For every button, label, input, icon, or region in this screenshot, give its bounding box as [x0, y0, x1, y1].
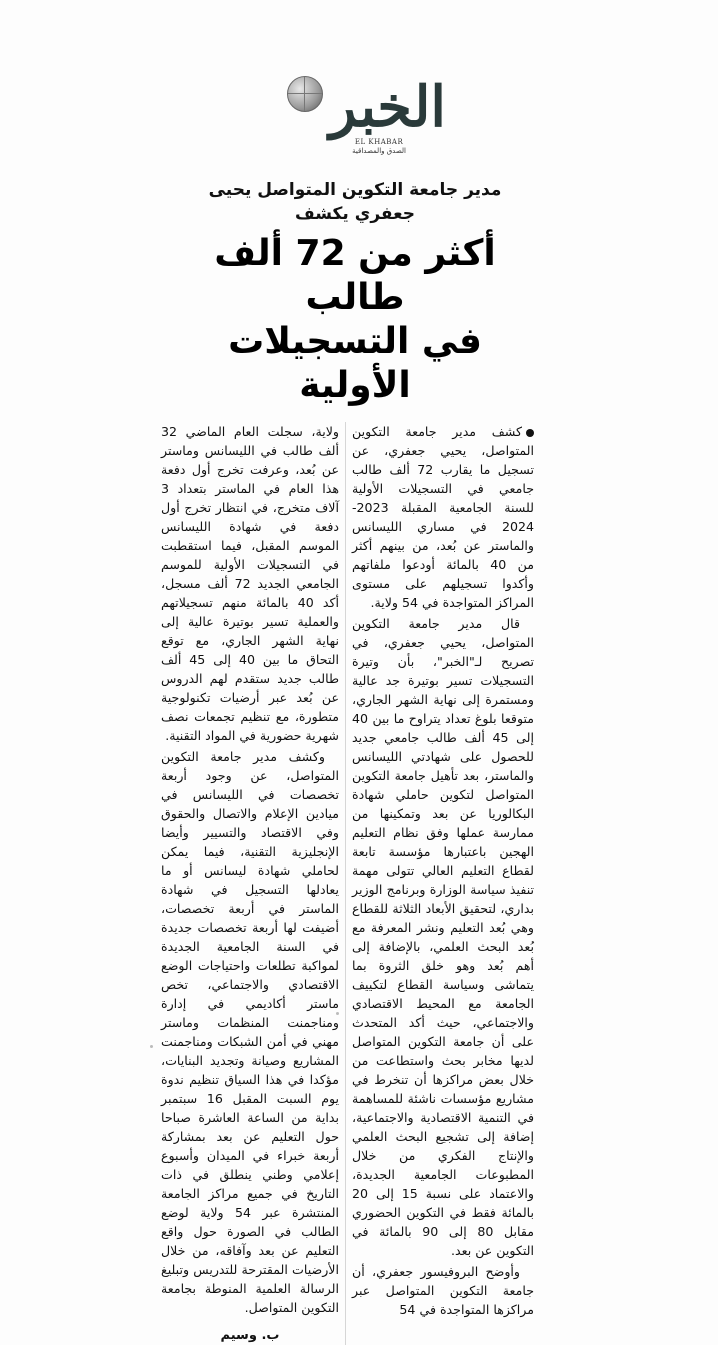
headline-line-1: أكثر من 72 ألف طالب: [214, 233, 496, 318]
article-body: [0, 422, 718, 1345]
article-column-right: [346, 422, 534, 1319]
paragraph-text: كشف مدير جامعة التكوين المتواصل، يحيي جعفري، عن تسجيل ما يقارب 72 ألف طالب جامعي في التسجيلات الأولية للسنة الجامعية المقبلة 2023-2024 في مساري الليسانس والماستر عن بُعد، من بينهم أكثر من 40 بالمائة أودعوا ملفاتهم وأكدوا تسجيلهم على مستوى المراكز المتواجدة في 54 ولاية.: [352, 424, 534, 610]
logo-masthead: [287, 76, 446, 138]
logo-subtitle: [352, 138, 406, 156]
article-headline: [180, 232, 530, 408]
headline-line-2: في التسجيلات الأولية: [228, 321, 482, 406]
article-column-left: [161, 422, 345, 1345]
paragraph: [352, 422, 534, 612]
globe-icon: [287, 76, 323, 112]
paragraph: ولاية، سجلت العام الماضي 32 ألف طالب في الليسانس وماستر عن بُعد، وعرفت تخرج أول دفعة هذا العام في الماستر بتعداد 3 آلاف متخرج، في انتظار تخرج أول دفعة في شهادة الليسانس الموسم المقبل، فيما استقطبت في التسجيلات الأولية للموسم الجامعي الجديد 72 ألف مسجل، أكد 40 بالمائة منهم تسجيلاتهم والعملية تسير بوتيرة عالية إلى نهاية الشهر الجاري، مع توقع التحاق ما بين 40 إلى 45 ألف طالب جديد ستقدم لهم الدروس عن بُعد عبر أرضيات تكنولوجية متطورة، مع تنظيم تجمعات نصف شهرية حضورية في المواد التقنية.: [161, 424, 339, 743]
author-byline: ب. وسيم: [220, 1328, 280, 1343]
column-divider: [345, 422, 346, 1345]
paragraph: قال مدير جامعة التكوين المتواصل، يحيي جعفري، في تصريح لـ"الخبر"، بأن وتيرة التسجيلات تسير بوتيرة جد عالية ومستمرة إلى نهاية الشهر الجاري، متوقعا بلوغ تعداد يتراوح ما بين 40 إلى 45 ألف طالب جامعي جديد للحصول على شهادتي الليسانس والماستر، بعد تأهيل جامعة التكوين المتواصل لتكوين حاملي شهادة البكالوريا عن بعد وتمكينها من ممارسة عملها وفق نظام التعليم الهجين باعتبارها مؤسسة تابعة لقطاع التعليم العالي تتولى مهمة تنفيذ سياسة الوزارة وبرنامج الوزير بداري، لتحقيق الأبعاد الثلاثة للقطاع وهي بُعد التعليم ونشر المعرفة مع بُعد البحث العلمي، بالإضافة إلى أهم بُعد وهو خلق الثروة بما يتماشى وسياسة القطاع لتكييف الجامعة مع المحيط الاقتصادي والاجتماعي، حيث أكد المتحدث على أن جامعة التكوين المتواصل لديها مخابر بحث واستطاعت من خلال بعض مراكزها أن تنخرط في مشاريع مؤسسات ناشئة للمساهمة في التنمية الاقتصادية والاجتماعية، إضافة إلى تشجيع البحث العلمي والإنتاج الفكري من خلال المطبوعات الجامعية الجديدة، والاعتماد على نسبة 15 إلى 20 بالمائة فقط في التكوين الحضوري مقابل 80 إلى 90 بالمائة في التكوين عن بعد.: [352, 616, 535, 1258]
logo-arabic-name: الخبر: [329, 74, 446, 140]
paragraph: وأوضح البروفيسور جعفري، أن جامعة التكوين المتواصل عبر مراكزها المتواجدة في 54: [352, 1264, 534, 1317]
logo-latin-name: EL KHABAR: [354, 138, 404, 146]
paragraph: وكشف مدير جامعة التكوين المتواصل، عن وجود أربعة تخصصات في الليسانس في ميادين الإعلام والاتصال والحقوق وفي الاقتصاد والتسيير وأيضا الإنجليزية التقنية، فيما يمكن لحاملي شهادة ليسانس أو ما يعادلها التسجيل في شهادة الماستر في أربعة تخصصات، أضيفت لها أربعة تخصصات جديدة في السنة الجامعية الجديدة لمواكبة تطلعات واحتياجات الوضع الاقتصادي والاجتماعي، تخص ماستر أكاديمي في إدارة ومناجمنت المنظمات وماستر مهني في أمن الشبكات ومناجمنت المشاريع وصيانة وتجديد البنايات، مؤكدا في هذا السياق تنظيم ندوة يوم السبت المقبل 16 سبتمبر بداية من الساعة العاشرة صباحا حول التعليم عن بعد بمشاركة أربعة خبراء في الميدان وأسبوع إعلامي وطني ينطلق في ذات التاريخ في جميع مراكز الجامعة المنتشرة عبر 54 ولاية لوضع الطالب في الصورة حول واقع التعليم عن بعد وآفاقه، من خلال الأرضيات المقترحة للتدريس وتبليغ الرسالة العلمية المنوطة بجامعة التكوين المتواصل.: [161, 749, 340, 1315]
newspaper-logo: [276, 76, 446, 156]
bullet-icon: [526, 429, 534, 437]
paper-speck: [150, 1045, 153, 1048]
article-kicker: مدير جامعة التكوين المتواصل يحيى جعفري يكشف: [208, 180, 502, 224]
logo-slogan: الصدق والمصداقية: [352, 147, 406, 155]
paper-speck: [336, 1012, 339, 1015]
